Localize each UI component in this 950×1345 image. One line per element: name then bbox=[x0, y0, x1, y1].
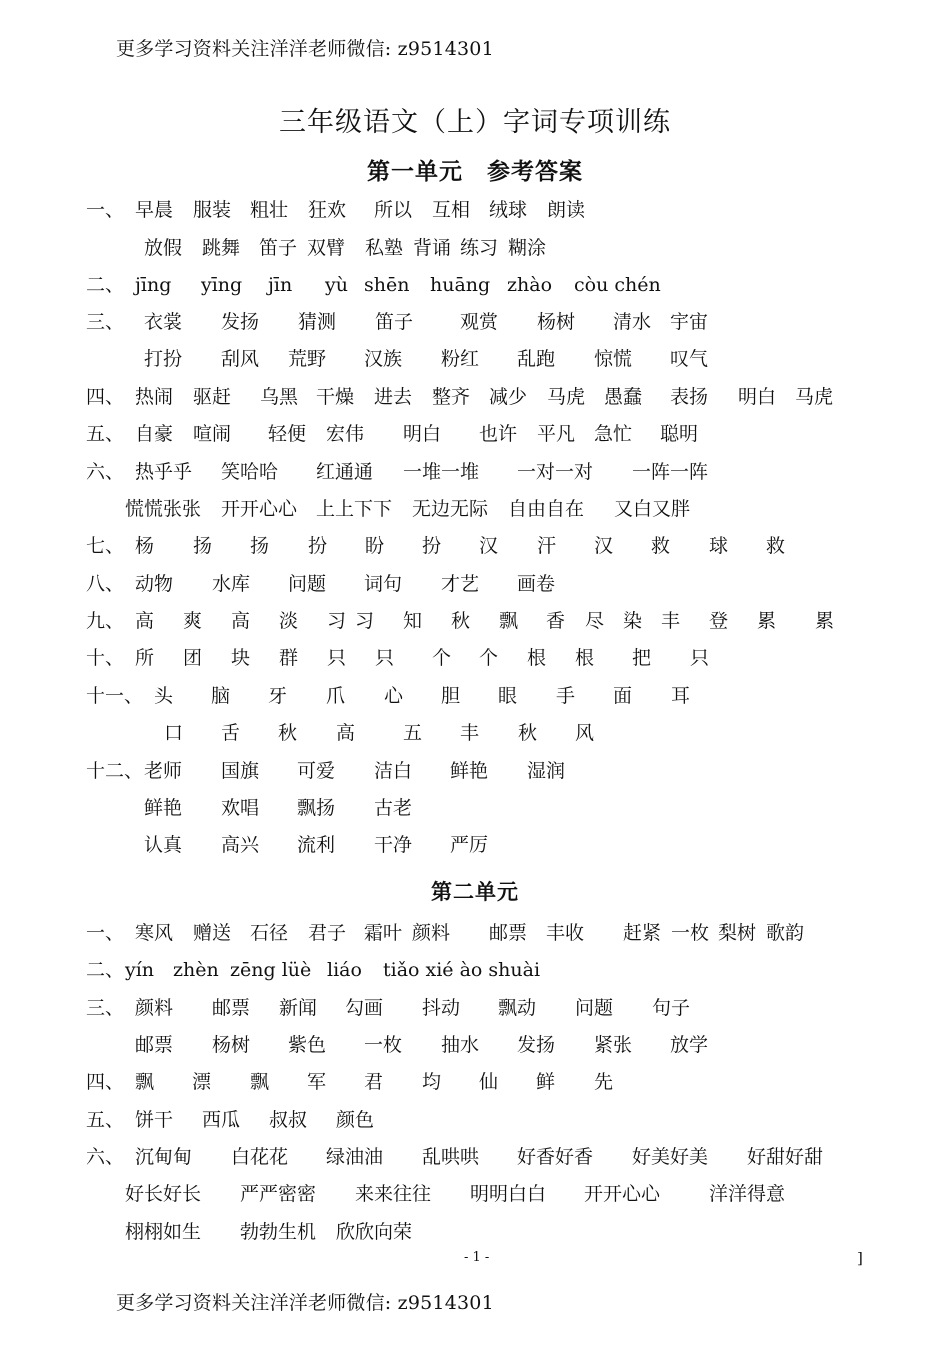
answer-word: 鲜 bbox=[536, 1071, 556, 1093]
answer-word: 愚蠢 bbox=[604, 386, 643, 408]
answer-word: 慌慌张张 bbox=[125, 498, 202, 520]
answer-word: 沉甸甸 bbox=[135, 1146, 193, 1168]
answer-word: 累 bbox=[815, 610, 835, 632]
question-number: 五、 bbox=[86, 423, 125, 445]
question-number: 五、 bbox=[86, 1109, 125, 1131]
answer-word: 耳 bbox=[671, 685, 691, 707]
answer-line bbox=[0, 572, 950, 596]
answer-word: 明白 bbox=[403, 423, 442, 445]
answer-word: 颜色 bbox=[336, 1109, 375, 1131]
answer-word: 观赏 bbox=[460, 311, 499, 333]
answer-word: 画卷 bbox=[517, 573, 556, 595]
answer-word: 飘 bbox=[499, 610, 519, 632]
question-number: 十二、 bbox=[86, 760, 144, 782]
answer-word: 粗壮 bbox=[250, 199, 289, 221]
answer-word: 洋洋得意 bbox=[709, 1183, 786, 1205]
answer-word: 白花花 bbox=[231, 1146, 289, 1168]
answer-word: 香 bbox=[546, 610, 566, 632]
answer-word: 早晨 bbox=[135, 199, 174, 221]
answer-word: 上上下下 bbox=[316, 498, 393, 520]
answer-word: 邮票 bbox=[489, 922, 528, 944]
edge-mark: ] bbox=[857, 1249, 863, 1267]
answer-word: 平凡 bbox=[537, 423, 576, 445]
answer-word: 高 bbox=[135, 610, 155, 632]
answer-word: 累 bbox=[757, 610, 777, 632]
answer-word: 糊涂 bbox=[508, 237, 547, 259]
answer-word: 丰 bbox=[460, 722, 480, 744]
answer-word: 扮 bbox=[422, 535, 442, 557]
answer-word: 词句 bbox=[364, 573, 403, 595]
answer-line bbox=[0, 1145, 950, 1169]
answer-word: 面 bbox=[613, 685, 633, 707]
answer-word: 寒风 bbox=[135, 922, 174, 944]
answer-word: 可爱 bbox=[297, 760, 336, 782]
answer-line bbox=[0, 236, 950, 260]
answer-word: 团 bbox=[183, 647, 203, 669]
answer-word: tiǎo xié ào shuài bbox=[383, 959, 541, 981]
answer-word: 杨 bbox=[135, 535, 155, 557]
answer-line bbox=[0, 385, 950, 409]
answer-word: 一枚 bbox=[671, 922, 710, 944]
answer-word: 表扬 bbox=[670, 386, 709, 408]
answer-word: 汗 bbox=[537, 535, 557, 557]
answer-word: 发扬 bbox=[221, 311, 260, 333]
answer-word: 邮票 bbox=[135, 1034, 174, 1056]
answer-line bbox=[0, 609, 950, 633]
answer-word: 严厉 bbox=[450, 834, 489, 856]
answer-word: 双臂 bbox=[307, 237, 346, 259]
answer-word: 宇宙 bbox=[670, 311, 709, 333]
answer-word: 互相 bbox=[432, 199, 471, 221]
answer-word: 飘 bbox=[250, 1071, 270, 1093]
answer-word: zhào bbox=[507, 274, 553, 296]
answer-word: 先 bbox=[594, 1071, 614, 1093]
answer-line bbox=[0, 347, 950, 371]
answer-word: 明白 bbox=[738, 386, 777, 408]
answer-word: 宏伟 bbox=[326, 423, 365, 445]
answer-word: 五 bbox=[403, 722, 423, 744]
answer-word: 新闻 bbox=[279, 997, 318, 1019]
answer-word: 叹气 bbox=[670, 348, 709, 370]
answer-word: 丰 bbox=[661, 610, 681, 632]
answer-word: 只 bbox=[327, 647, 347, 669]
answer-word: 好香好香 bbox=[517, 1146, 594, 1168]
answer-word: yín bbox=[125, 959, 155, 981]
answer-word: 清水 bbox=[613, 311, 652, 333]
answer-word: còu chén bbox=[574, 274, 661, 296]
answer-word: 猜测 bbox=[298, 311, 337, 333]
answer-word: 把 bbox=[632, 647, 652, 669]
answer-word: shēn bbox=[364, 274, 410, 296]
answer-word: 眼 bbox=[498, 685, 518, 707]
answer-word: 水库 bbox=[212, 573, 251, 595]
answer-word: 漂 bbox=[192, 1071, 212, 1093]
question-number: 十、 bbox=[86, 647, 125, 669]
answer-word: 球 bbox=[709, 535, 729, 557]
answer-word: 歌韵 bbox=[766, 922, 805, 944]
answer-word: liáo bbox=[327, 959, 362, 981]
answer-word: 群 bbox=[279, 647, 299, 669]
answer-word: 仙 bbox=[479, 1071, 499, 1093]
answer-word: 笛子 bbox=[259, 237, 298, 259]
answer-word: 笑哈哈 bbox=[221, 461, 279, 483]
answer-word: 跳舞 bbox=[202, 237, 241, 259]
answer-word: 整齐 bbox=[432, 386, 471, 408]
answer-word: 干燥 bbox=[316, 386, 355, 408]
answer-word: 减少 bbox=[489, 386, 528, 408]
answer-line bbox=[0, 1220, 950, 1244]
answer-word: 急忙 bbox=[594, 423, 633, 445]
answer-word: 登 bbox=[709, 610, 729, 632]
answer-word: 赶紧 bbox=[623, 922, 662, 944]
answer-word: 染 bbox=[623, 610, 643, 632]
answer-word: 明明白白 bbox=[470, 1183, 547, 1205]
answer-word: 湿润 bbox=[527, 760, 566, 782]
answer-word: 高兴 bbox=[221, 834, 260, 856]
answer-word: 发扬 bbox=[517, 1034, 556, 1056]
question-number: 十一、 bbox=[86, 685, 144, 707]
answer-word: 乱哄哄 bbox=[422, 1146, 480, 1168]
answer-word: 干净 bbox=[374, 834, 413, 856]
answer-line bbox=[0, 721, 950, 745]
answer-word: 句子 bbox=[652, 997, 691, 1019]
answer-line bbox=[0, 958, 950, 982]
answer-word: 勃勃生机 bbox=[240, 1221, 317, 1243]
answer-line bbox=[0, 1033, 950, 1057]
answer-word: 朗读 bbox=[547, 199, 586, 221]
answer-line bbox=[0, 310, 950, 334]
footer-note: 更多学习资料关注洋洋老师微信: z9514301 bbox=[116, 1292, 494, 1314]
header-note: 更多学习资料关注洋洋老师微信: z9514301 bbox=[116, 38, 494, 60]
answer-word: 动物 bbox=[135, 573, 174, 595]
answer-line bbox=[0, 833, 950, 857]
answer-word: 乱跑 bbox=[517, 348, 556, 370]
answer-word: 古老 bbox=[374, 797, 413, 819]
answer-word: 汉族 bbox=[364, 348, 403, 370]
answer-word: 梨树 bbox=[718, 922, 757, 944]
answer-word: 好美好美 bbox=[632, 1146, 709, 1168]
answer-word: 叔叔 bbox=[269, 1109, 308, 1131]
question-number: 七、 bbox=[86, 535, 125, 557]
answer-word: 刮风 bbox=[221, 348, 260, 370]
answer-word: 扬 bbox=[250, 535, 270, 557]
answer-line bbox=[0, 996, 950, 1020]
answer-word: 绿油油 bbox=[326, 1146, 384, 1168]
answer-word: 练习 bbox=[460, 237, 499, 259]
answer-word: 汉 bbox=[479, 535, 499, 557]
answer-word: 军 bbox=[307, 1071, 327, 1093]
answer-word: 脑 bbox=[211, 685, 231, 707]
answer-word: 丰收 bbox=[546, 922, 585, 944]
answer-word: 胆 bbox=[441, 685, 461, 707]
answer-word: 盼 bbox=[365, 535, 385, 557]
answer-word: 饼干 bbox=[135, 1109, 174, 1131]
answer-word: 石径 bbox=[250, 922, 289, 944]
answer-word: 尽 bbox=[585, 610, 605, 632]
answer-word: 放学 bbox=[670, 1034, 709, 1056]
answer-word: 又白又胖 bbox=[614, 498, 691, 520]
answer-word: 栩栩如生 bbox=[125, 1221, 202, 1243]
answer-word: 所 bbox=[135, 647, 155, 669]
answer-word: 乌黑 bbox=[260, 386, 299, 408]
answer-word: zhèn bbox=[173, 959, 219, 981]
answer-word: 头 bbox=[154, 685, 174, 707]
answer-word: 杨树 bbox=[212, 1034, 251, 1056]
answer-word: 淡 bbox=[279, 610, 299, 632]
answer-word: 块 bbox=[231, 647, 251, 669]
answer-word: 欣欣向荣 bbox=[336, 1221, 413, 1243]
answer-word: 一堆一堆 bbox=[403, 461, 480, 483]
answer-line bbox=[0, 759, 950, 783]
answer-word: 热乎乎 bbox=[135, 461, 193, 483]
question-number: 九、 bbox=[86, 610, 125, 632]
answer-word: 打扮 bbox=[144, 348, 183, 370]
answer-word: 轻便 bbox=[268, 423, 307, 445]
answer-word: 救 bbox=[766, 535, 786, 557]
answer-line bbox=[0, 1108, 950, 1132]
answer-line bbox=[0, 198, 950, 222]
answer-line bbox=[0, 534, 950, 558]
answer-word: 爽 bbox=[183, 610, 203, 632]
answer-word: 所以 bbox=[374, 199, 413, 221]
answer-word: 杨树 bbox=[537, 311, 576, 333]
answer-word: 勾画 bbox=[345, 997, 384, 1019]
answer-word: 开开心心 bbox=[584, 1183, 661, 1205]
answer-word: 一对一对 bbox=[517, 461, 594, 483]
answer-word: 严严密密 bbox=[240, 1183, 317, 1205]
answer-word: yīng bbox=[201, 274, 243, 296]
answer-word: 自豪 bbox=[135, 423, 174, 445]
unit-one-heading: 第一单元 参考答案 bbox=[367, 158, 583, 185]
answer-line bbox=[0, 684, 950, 708]
answer-word: 高 bbox=[336, 722, 356, 744]
answer-line bbox=[0, 497, 950, 521]
answer-word: 问题 bbox=[575, 997, 614, 1019]
answer-word: 背诵 bbox=[413, 237, 452, 259]
answer-word: 笛子 bbox=[375, 311, 414, 333]
answer-word: 流利 bbox=[297, 834, 336, 856]
answer-word: 红通通 bbox=[316, 461, 374, 483]
answer-word: 放假 bbox=[144, 237, 183, 259]
question-number: 一、 bbox=[86, 199, 125, 221]
answer-word: 荒野 bbox=[288, 348, 327, 370]
answer-word: 舌 bbox=[221, 722, 241, 744]
question-number: 四、 bbox=[86, 386, 125, 408]
answer-word: 惊慌 bbox=[594, 348, 633, 370]
answer-word: 邮票 bbox=[212, 997, 251, 1019]
answer-word: 热闹 bbox=[135, 386, 174, 408]
answer-word: 也许 bbox=[479, 423, 518, 445]
answer-word: 颜料 bbox=[135, 997, 174, 1019]
answer-word: 一阵一阵 bbox=[632, 461, 709, 483]
answer-word: 好甜好甜 bbox=[747, 1146, 824, 1168]
answer-word: 洁白 bbox=[374, 760, 413, 782]
answer-word: 心 bbox=[384, 685, 404, 707]
answer-word: 马虎 bbox=[547, 386, 586, 408]
answer-word: 鲜艳 bbox=[144, 797, 183, 819]
answer-line bbox=[0, 921, 950, 945]
answer-word: 手 bbox=[556, 685, 576, 707]
answer-word: 喧闹 bbox=[193, 423, 232, 445]
answer-line bbox=[0, 460, 950, 484]
answer-word: 习 bbox=[355, 610, 375, 632]
answer-word: 飘扬 bbox=[297, 797, 336, 819]
question-number: 三、 bbox=[86, 311, 125, 333]
answer-word: 绒球 bbox=[489, 199, 528, 221]
answer-word: 无边无际 bbox=[412, 498, 489, 520]
answer-word: 知 bbox=[403, 610, 423, 632]
answer-word: 口 bbox=[164, 722, 184, 744]
answer-word: 抽水 bbox=[441, 1034, 480, 1056]
answer-word: 紧张 bbox=[594, 1034, 633, 1056]
answer-word: 均 bbox=[422, 1071, 442, 1093]
answer-word: 来来往往 bbox=[355, 1183, 432, 1205]
answer-word: 颜料 bbox=[412, 922, 451, 944]
answer-word: 个 bbox=[432, 647, 452, 669]
answer-word: 紫色 bbox=[288, 1034, 327, 1056]
answer-word: huāng bbox=[430, 274, 491, 296]
answer-word: 进去 bbox=[374, 386, 413, 408]
answer-word: 鲜艳 bbox=[450, 760, 489, 782]
answer-word: 驱赶 bbox=[193, 386, 232, 408]
answer-word: 风 bbox=[575, 722, 595, 744]
answer-word: 牙 bbox=[268, 685, 288, 707]
answer-line bbox=[0, 646, 950, 670]
answer-word: 赠送 bbox=[193, 922, 232, 944]
answer-word: 马虎 bbox=[795, 386, 834, 408]
answer-word: 习 bbox=[327, 610, 347, 632]
page-title: 三年级语文（上）字词专项训练 bbox=[279, 107, 671, 138]
answer-word: 根 bbox=[527, 647, 547, 669]
answer-word: 服装 bbox=[193, 199, 232, 221]
answer-word: 扬 bbox=[193, 535, 213, 557]
answer-word: 才艺 bbox=[441, 573, 480, 595]
answer-word: zēng lüè bbox=[230, 959, 312, 981]
answer-word: 君子 bbox=[308, 922, 347, 944]
answer-word: 国旗 bbox=[221, 760, 260, 782]
answer-word: 老师 bbox=[144, 760, 183, 782]
answer-word: 爪 bbox=[326, 685, 346, 707]
page-number: - 1 - bbox=[464, 1250, 490, 1265]
answer-word: 自由自在 bbox=[508, 498, 585, 520]
question-number: 一、 bbox=[86, 922, 125, 944]
answer-word: 飘动 bbox=[498, 997, 537, 1019]
answer-line bbox=[0, 273, 950, 297]
answer-line bbox=[0, 1182, 950, 1206]
question-number: 八、 bbox=[86, 573, 125, 595]
answer-word: 高 bbox=[231, 610, 251, 632]
question-number: 六、 bbox=[86, 1146, 125, 1168]
answer-word: 私塾 bbox=[365, 237, 404, 259]
answer-word: 抖动 bbox=[422, 997, 461, 1019]
answer-word: 飘 bbox=[135, 1071, 155, 1093]
answer-word: yù bbox=[325, 274, 348, 296]
answer-word: 汉 bbox=[594, 535, 614, 557]
answer-line bbox=[0, 422, 950, 446]
answer-word: 秋 bbox=[278, 722, 298, 744]
answer-word: 救 bbox=[651, 535, 671, 557]
answer-word: 问题 bbox=[288, 573, 327, 595]
answer-word: jīng bbox=[135, 274, 172, 296]
answer-word: 只 bbox=[375, 647, 395, 669]
answer-word: 扮 bbox=[308, 535, 328, 557]
answer-word: 聪明 bbox=[660, 423, 699, 445]
question-number: 二、 bbox=[86, 959, 125, 981]
answer-word: 衣裳 bbox=[144, 311, 183, 333]
answer-line bbox=[0, 796, 950, 820]
answer-word: 一枚 bbox=[364, 1034, 403, 1056]
answer-line bbox=[0, 1070, 950, 1094]
answer-word: jīn bbox=[268, 274, 293, 296]
question-number: 六、 bbox=[86, 461, 125, 483]
question-number: 四、 bbox=[86, 1071, 125, 1093]
answer-word: 只 bbox=[690, 647, 710, 669]
answer-word: 认真 bbox=[144, 834, 183, 856]
answer-word: 西瓜 bbox=[202, 1109, 241, 1131]
unit-two-heading: 第二单元 bbox=[431, 879, 519, 904]
answer-word: 君 bbox=[364, 1071, 384, 1093]
question-number: 三、 bbox=[86, 997, 125, 1019]
answer-word: 粉红 bbox=[441, 348, 480, 370]
answer-word: 秋 bbox=[451, 610, 471, 632]
answer-word: 个 bbox=[479, 647, 499, 669]
question-number: 二、 bbox=[86, 274, 125, 296]
answer-word: 狂欢 bbox=[308, 199, 347, 221]
answer-word: 霜叶 bbox=[364, 922, 403, 944]
answer-word: 开开心心 bbox=[221, 498, 298, 520]
answer-word: 根 bbox=[575, 647, 595, 669]
answer-word: 秋 bbox=[518, 722, 538, 744]
answer-word: 欢唱 bbox=[221, 797, 260, 819]
answer-word: 好长好长 bbox=[125, 1183, 202, 1205]
